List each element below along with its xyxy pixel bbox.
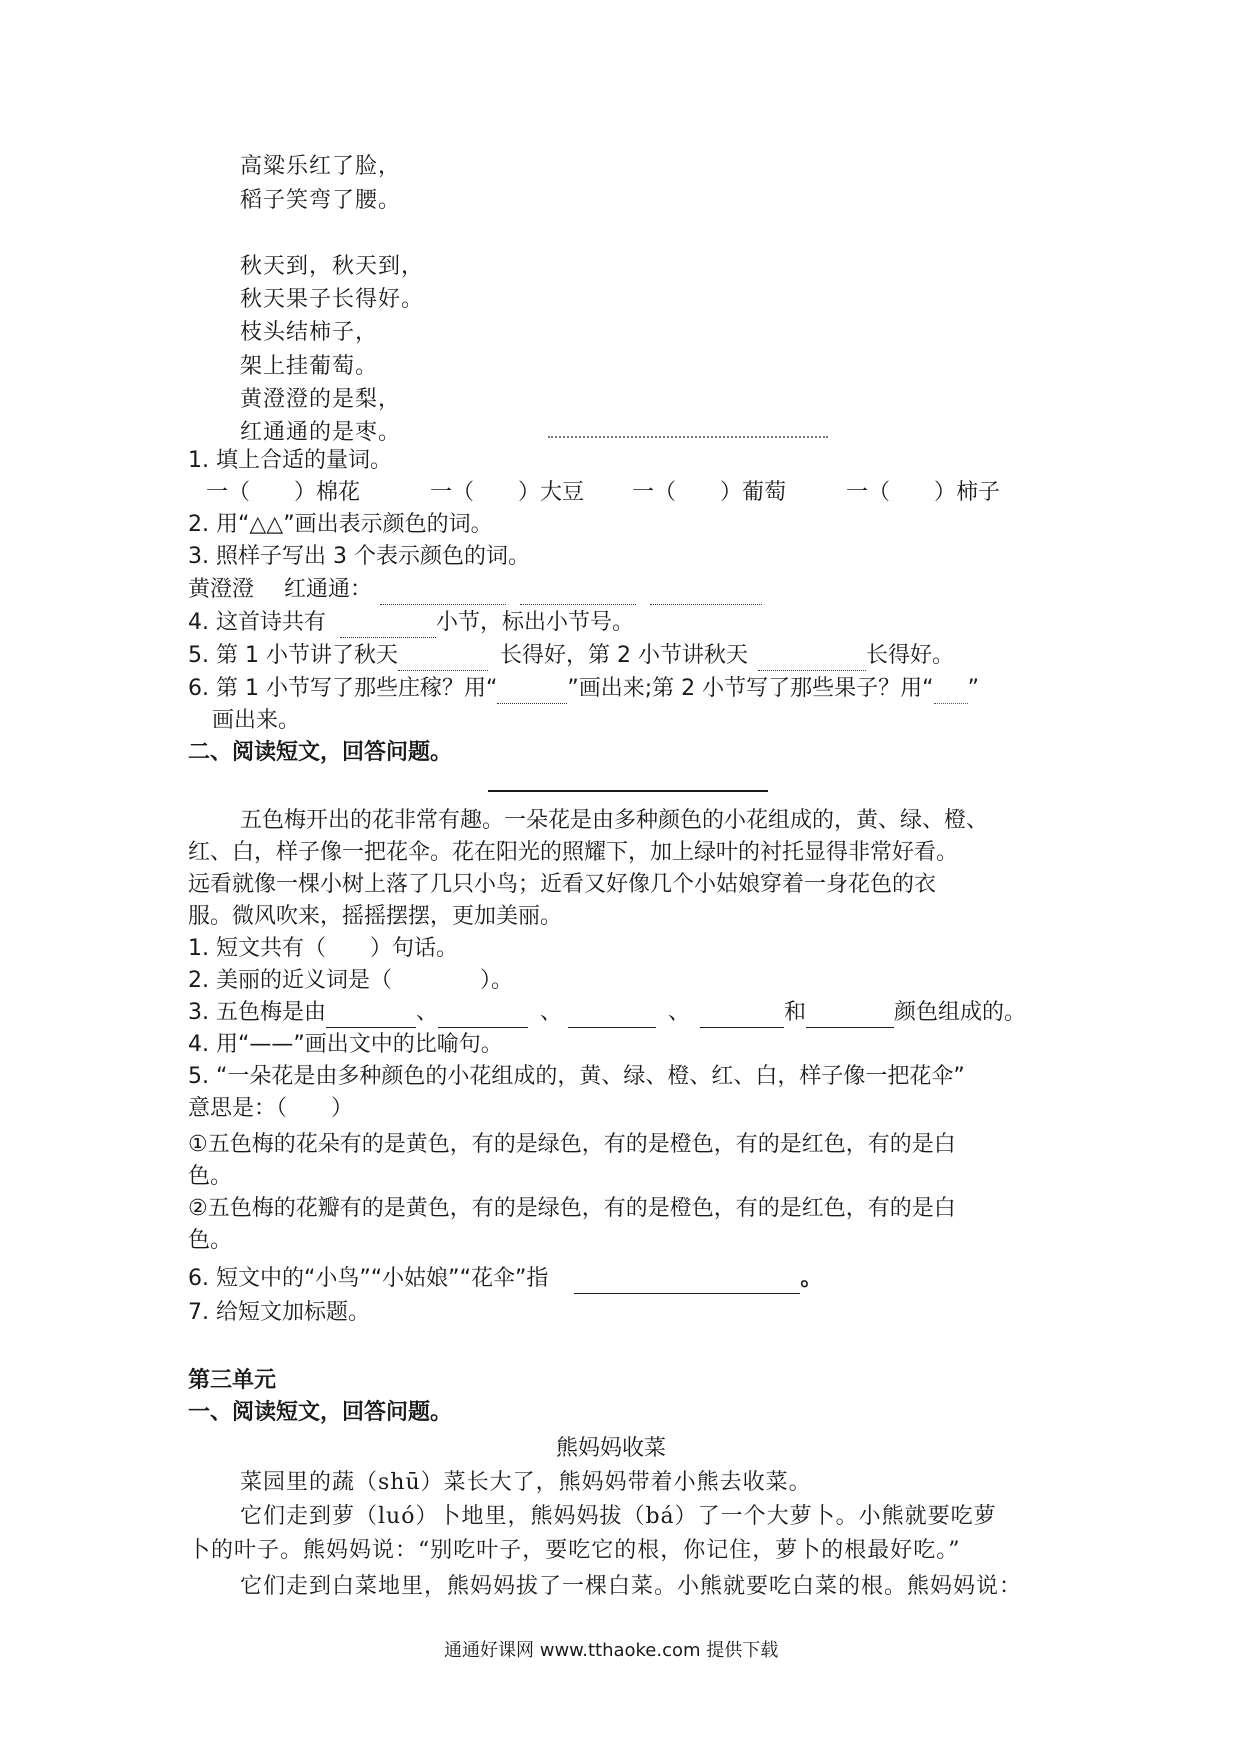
answer-blank[interactable] bbox=[650, 582, 762, 605]
example-word: 红通通： bbox=[284, 577, 373, 602]
question-4 bbox=[188, 608, 634, 638]
answer-blank[interactable] bbox=[380, 582, 506, 605]
question-text: 4. 这首诗共有 bbox=[188, 610, 326, 635]
question-5: 5. “一朵花是由多种颜色的小花组成的，黄、绿、橙、红、白，样子像一把花伞” bbox=[188, 1064, 965, 1089]
question-2: 2. 美丽的近义词是（ ）。 bbox=[188, 968, 513, 993]
question-text: ” bbox=[967, 676, 979, 701]
story-title: 熊妈妈收菜 bbox=[556, 1436, 667, 1461]
answer-blank[interactable] bbox=[758, 648, 866, 671]
question-text: 3. 五色梅是由 bbox=[188, 1000, 326, 1025]
question-text: 小节，标出小节号。 bbox=[435, 610, 634, 635]
question-text: 。 bbox=[800, 1266, 823, 1291]
option-2-cont: 色。 bbox=[188, 1228, 233, 1253]
question-6 bbox=[188, 1264, 822, 1294]
option-1-cont: 色。 bbox=[188, 1164, 233, 1189]
separator: 、 bbox=[668, 1000, 691, 1025]
question-text: 颜色组成的。 bbox=[894, 1000, 1027, 1025]
question-6 bbox=[188, 674, 979, 704]
question-text: 5. 第 1 小节讲了秋天 bbox=[188, 643, 398, 668]
question-text: 长得好。 bbox=[865, 643, 954, 668]
section-heading: 一、阅读短文，回答问题。 bbox=[188, 1400, 453, 1425]
question-6-cont: 画出来。 bbox=[212, 708, 301, 733]
story-line: 菜园里的蔬（shū）菜长大了，熊妈妈带着小熊去收菜。 bbox=[240, 1470, 812, 1495]
answer-blank[interactable] bbox=[568, 1005, 656, 1028]
measure-word-item: 一（ ）大豆 bbox=[430, 480, 585, 505]
underline-sample bbox=[497, 681, 567, 704]
answer-blank[interactable] bbox=[438, 1005, 528, 1028]
separator: 和 bbox=[784, 1000, 807, 1025]
wavy-line-sample bbox=[934, 681, 968, 704]
question-3: 3. 照样子写出 3 个表示颜色的词。 bbox=[188, 544, 530, 569]
answer-blank[interactable] bbox=[326, 1005, 416, 1028]
footer-text: 通通好课网 www.tthaoke.com 提供下载 bbox=[444, 1640, 779, 1661]
story-line: 卜的叶子。熊妈妈说：“别吃叶子，要吃它的根，你记住，萝卜的根最好吃。” bbox=[188, 1538, 961, 1563]
poem-line: 红通通的是枣。 bbox=[240, 420, 402, 445]
question-5 bbox=[188, 641, 954, 671]
answer-blank[interactable] bbox=[700, 1005, 784, 1028]
poem-line: 枝头结柿子， bbox=[240, 320, 379, 345]
passage-line: 远看就像一棵小树上落了几只小鸟；近看又好像几个小姑娘穿着一身花色的衣 bbox=[188, 872, 937, 897]
question-1: 1. 填上合适的量词。 bbox=[188, 448, 392, 473]
measure-word-item: 一（ ）葡萄 bbox=[632, 480, 787, 505]
section-heading: 二、阅读短文，回答问题。 bbox=[188, 740, 453, 765]
question-text: ”画出来;第 2 小节写了那些果子？用“ bbox=[567, 676, 934, 701]
question-text: 6. 短文中的“小鸟”“小姑娘”“花伞”指 bbox=[188, 1266, 549, 1291]
answer-blank[interactable] bbox=[806, 1005, 894, 1028]
question-1: 1. 短文共有（ ）句话。 bbox=[188, 936, 458, 961]
poem-line: 秋天到，秋天到， bbox=[240, 254, 425, 279]
question-text: 6. 第 1 小节写了那些庄稼？用“ bbox=[188, 676, 498, 701]
measure-word-item: 一（ ）棉花 bbox=[206, 480, 361, 505]
poem-line: 秋天果子长得好。 bbox=[240, 287, 425, 312]
passage-line: 服。微风吹来，摇摇摆摆，更加美丽。 bbox=[188, 904, 563, 929]
story-line: 它们走到萝（luó）卜地里，熊妈妈拔（bá）了一个大萝卜。小熊就要吃萝 bbox=[240, 1504, 997, 1529]
separator: 、 bbox=[540, 1000, 563, 1025]
answer-blank[interactable] bbox=[520, 582, 636, 605]
unit-title: 第三单元 bbox=[188, 1368, 277, 1393]
question-5-cont: 意思是：（ ） bbox=[188, 1096, 354, 1121]
measure-word-item: 一（ ）柿子 bbox=[846, 480, 1001, 505]
answer-blank[interactable] bbox=[340, 615, 436, 638]
option-1: ①五色梅的花朵有的是黄色，有的是绿色，有的是橙色，有的是红色，有的是白 bbox=[188, 1132, 956, 1157]
title-blank[interactable] bbox=[488, 790, 768, 792]
poem-line: 架上挂葡萄。 bbox=[240, 354, 379, 379]
answer-blank[interactable] bbox=[574, 1271, 800, 1294]
separator: 、 bbox=[415, 1000, 438, 1025]
passage-line: 红、白，样子像一把花伞。花在阳光的照耀下，加上绿叶的衬托显得非常好看。 bbox=[188, 840, 959, 865]
question-2: 2. 用“△△”画出表示颜色的词。 bbox=[188, 512, 493, 537]
poem-line: 黄澄澄的是梨， bbox=[240, 387, 402, 412]
poem-line: 稻子笑弯了腰。 bbox=[240, 188, 402, 213]
question-4: 4. 用“——”画出文中的比喻句。 bbox=[188, 1032, 503, 1057]
passage-line: 五色梅开出的花非常有趣。一朵花是由多种颜色的小花组成的，黄、绿、橙、 bbox=[240, 808, 989, 833]
answer-blank[interactable] bbox=[398, 648, 488, 671]
question-7: 7. 给短文加标题。 bbox=[188, 1300, 370, 1325]
poem-line: 高粱乐红了脸， bbox=[240, 154, 402, 179]
question-text: 长得好，第 2 小节讲秋天 bbox=[499, 643, 748, 668]
example-word: 黄澄澄 bbox=[188, 577, 255, 602]
story-line: 它们走到白菜地里，熊妈妈拔了一棵白菜。小熊就要吃白菜的根。熊妈妈说： bbox=[240, 1574, 1023, 1599]
option-2: ②五色梅的花瓣有的是黄色，有的是绿色，有的是橙色，有的是红色，有的是白 bbox=[188, 1196, 956, 1221]
question-3 bbox=[188, 998, 1026, 1028]
dotted-mark bbox=[548, 436, 828, 438]
question-3-example bbox=[188, 575, 762, 605]
